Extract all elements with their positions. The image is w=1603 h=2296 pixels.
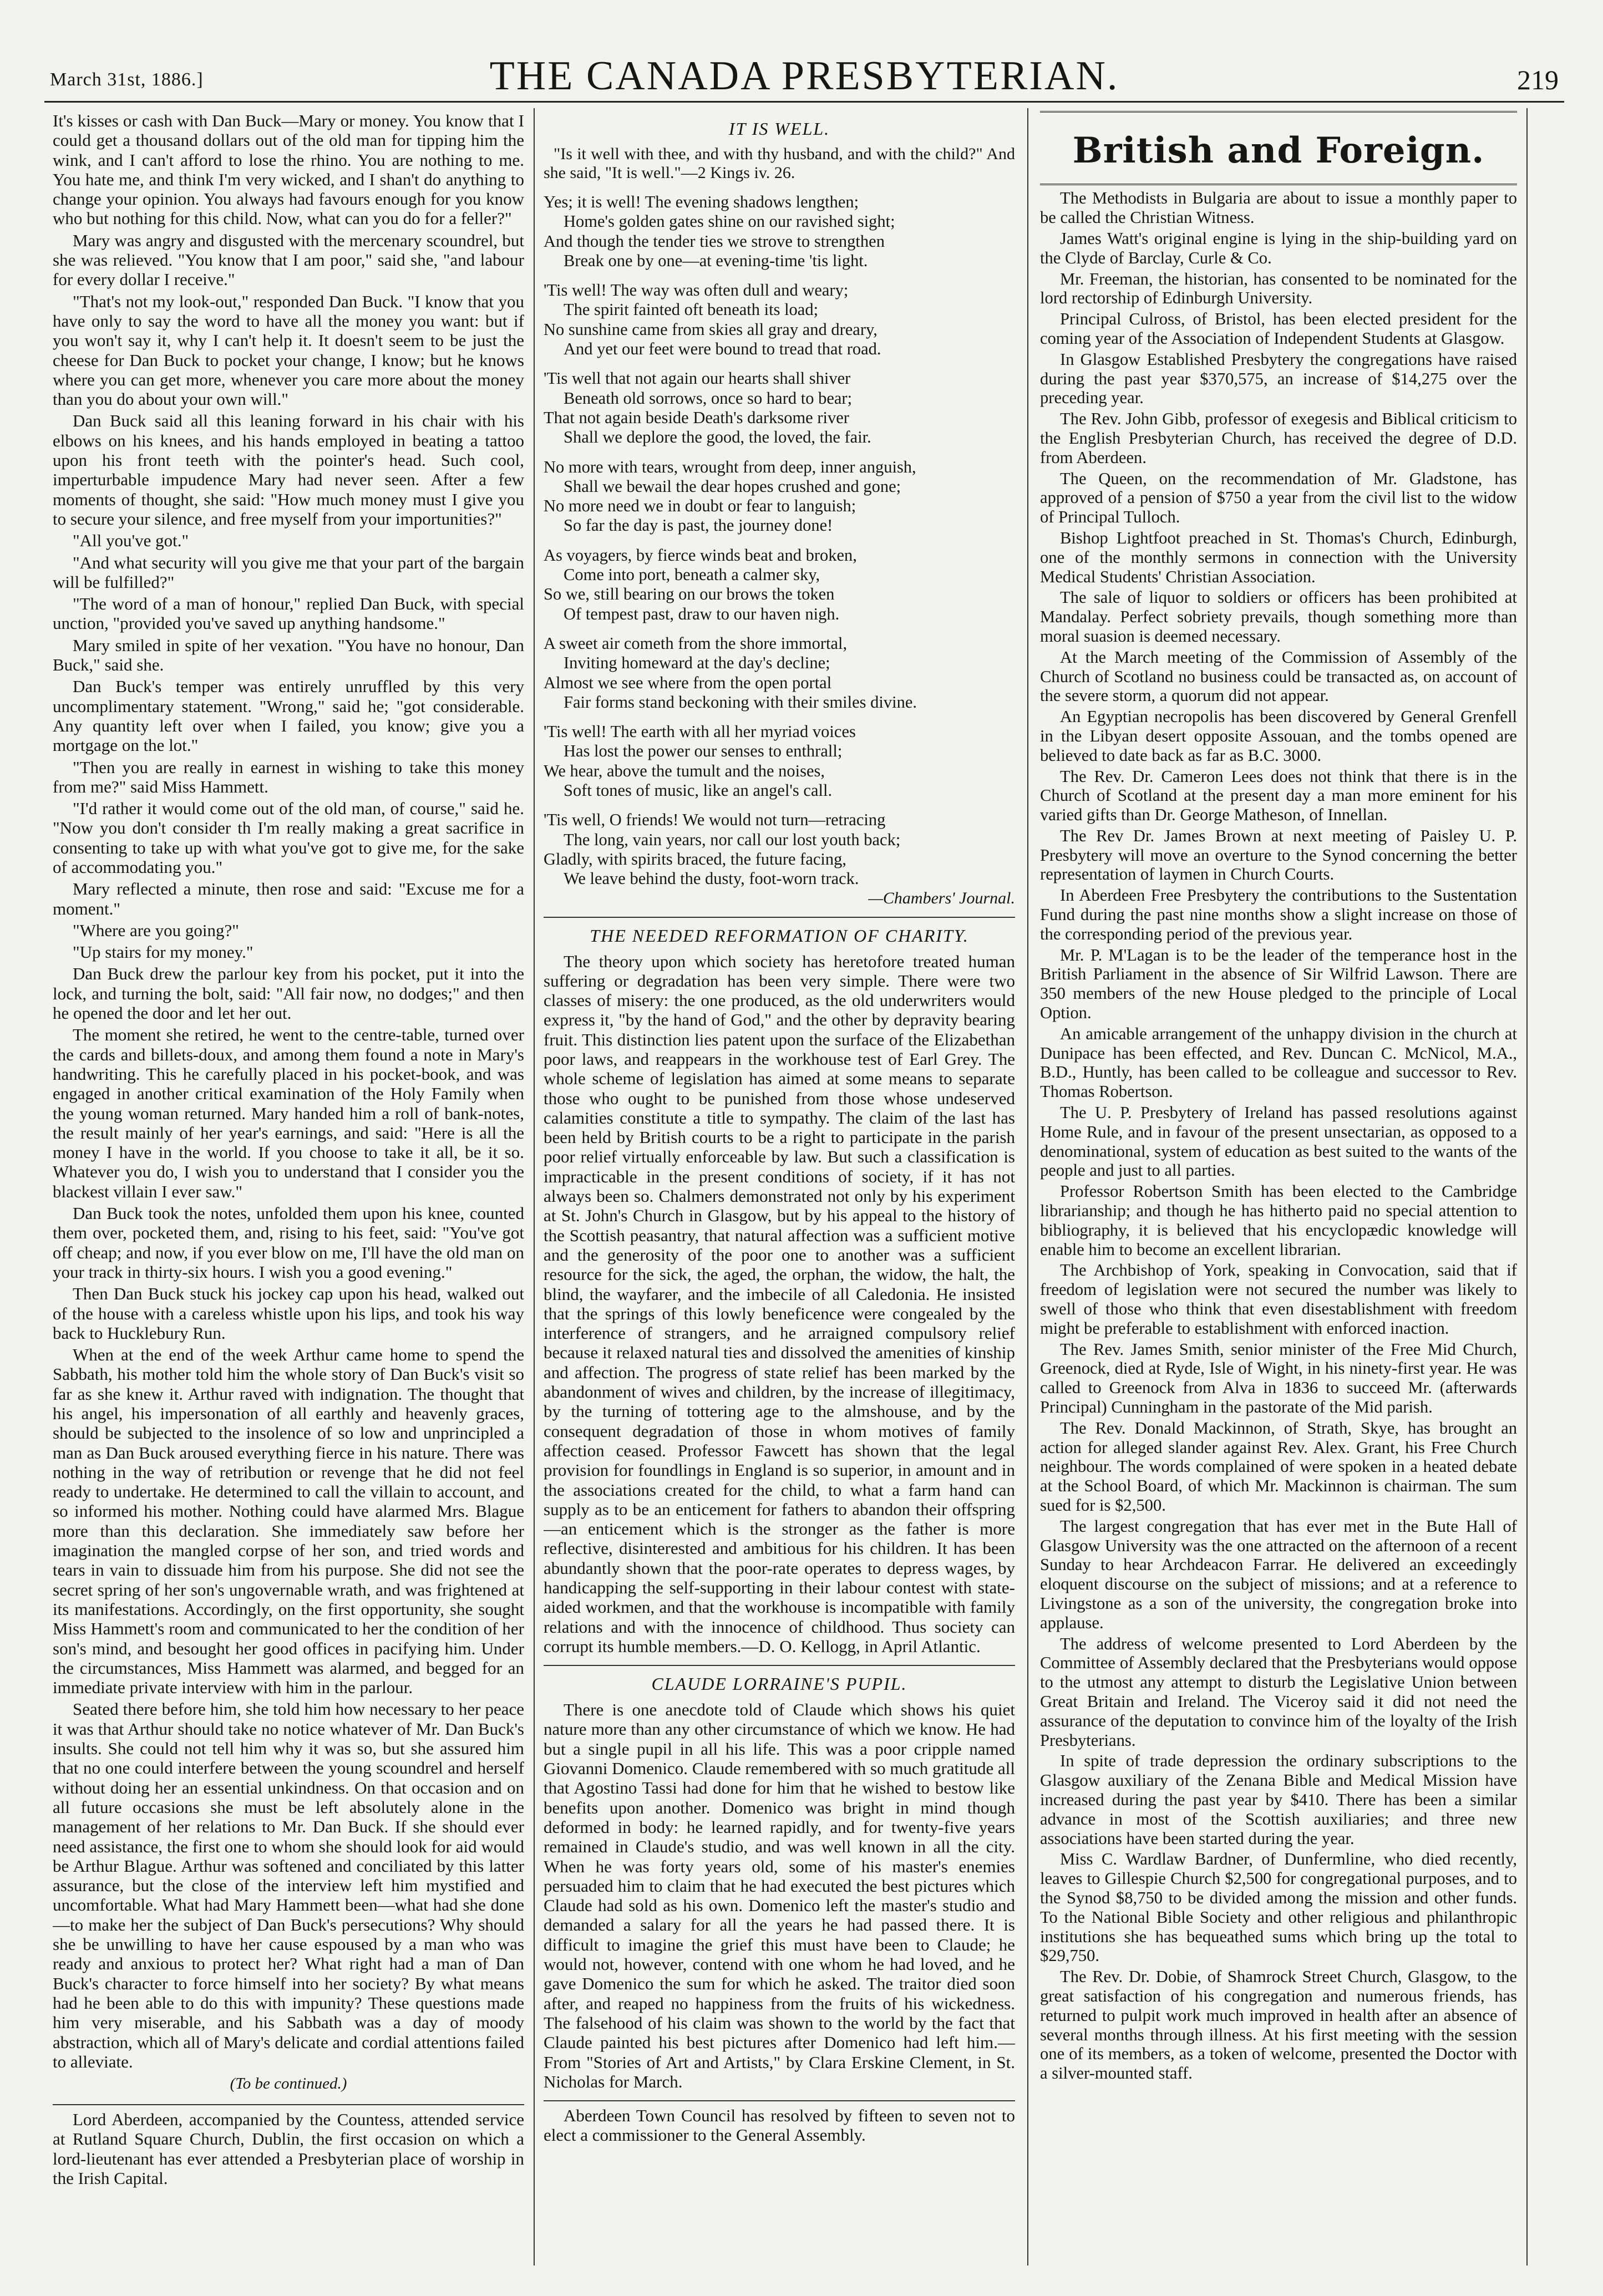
story-paragraph: "Up stairs for my money." bbox=[73, 942, 253, 962]
newspaper-title: THE CANADA PRESBYTERIAN. bbox=[489, 53, 1119, 99]
poem-stanza bbox=[544, 810, 1015, 888]
story-paragraph: Mary was angry and disgusted with the mercenary scoundrel, but she was relieved. "You know that I am poor," said she, "and labour for every dollar I receive." bbox=[53, 230, 524, 289]
poem-line: Of tempest past, draw to our haven nigh. bbox=[564, 604, 840, 623]
news-item: The U. P. Presbytery of Ireland has passed resolutions against Home Rule, and in favour of the present unsectarian, as opposed to a denominational, system of education as best suited to the wants of the people and just to all parties. bbox=[1040, 1103, 1517, 1180]
poem-stanza bbox=[544, 458, 1015, 536]
poem-line: The long, vain years, nor call our lost youth back; bbox=[564, 830, 901, 849]
news-item: The Rev. James Smith, senior minister of the Free Mid Church, Greenock, died at Ryde, Isle of Wight, in his ninety-first year. He was called to Greenock from Alva in 1836 to succeed Mr. (afterwards Principal) Cunningham in the pastorate of the Mid parish. bbox=[1040, 1339, 1517, 1416]
story-paragraph: "And what security will you give me that your part of the bargain will be fulfilled?" bbox=[53, 552, 524, 592]
poem-line: So far the day is past, the journey done! bbox=[564, 516, 833, 535]
claude-title: CLAUDE LORRAINE'S PUPIL. bbox=[651, 1674, 907, 1694]
poem-line: Fair forms stand beckoning with their smiles divine. bbox=[564, 692, 917, 712]
news-item: In Glasgow Established Presbytery the congregations have raised during the past year $370,575, an increase of $14,275 over the preceding year. bbox=[1040, 349, 1517, 408]
issue-date: March 31st, 1886.] bbox=[50, 69, 204, 90]
poem-title: IT IS WELL. bbox=[728, 119, 830, 139]
poem-line: That not again beside Death's darksome river bbox=[544, 408, 849, 427]
claude-paragraph: There is one anecdote told of Claude which shows his quiet nature more than any other circumstance of which we know. He had but a single pupil in all his life. This was a poor cripple named Giovanni Domenico. Claude remembered with so much gratitude all that Agostino Tassi had done for him that he wished to bestow like benefits upon another. Domenico was bright in mind though deformed in body: he learned rapidly, and for twenty-five years remained in Claude's studio, and was well known in all the city. When he was forty years old, some of his master's enemies persuaded him to claim that he had executed the best pictures which Claude had sold as his own. Domenico left the master's studio and demanded a salary for all the years he had passed there. It is difficult to imagine the grief this must have been to Claude; he would not, however, contend with one whom he had loved, and he gave Domenico the sum for which he asked. The traitor died soon after, and reaped no happiness from the fruits of his wickedness. The falsehood of his claim was shown to the world by the fact that Claude painted his best pictures after Domenico had left him.—From "Stories of Art and Artists," by Clara Erskine Clement, in St. Nicholas for March. bbox=[544, 1700, 1015, 2091]
poem-line: And yet our feet were bound to tread that road. bbox=[564, 339, 881, 359]
british-foreign-heading: British and Foreign. bbox=[1072, 130, 1485, 171]
story-paragraph: "Then you are really in earnest in wishing to take this money from me?" said Miss Hammett. bbox=[53, 757, 524, 796]
section-rule bbox=[53, 2104, 524, 2105]
poem-source: —Chambers' Journal. bbox=[868, 888, 1015, 907]
poem-line: Has lost the power our senses to enthrall; bbox=[564, 741, 843, 761]
story-paragraph: Mary reflected a minute, then rose and said: "Excuse me for a moment." bbox=[53, 879, 524, 918]
poem-line: 'Tis well! The way was often dull and weary; bbox=[544, 281, 849, 300]
poem-line: 'Tis well! The earth with all her myriad voices bbox=[544, 722, 856, 741]
charity-paragraph: The theory upon which society has heretofore treated human suffering or degradation has been very simple. There were two classes of misery: the one produced, as the old underwriters would express it, "by the hand of God," and the other by depravity bearing fruit. This distinction lies patent upon the surface of the Elizabethan poor laws, and reappears in the workhouse test of Earl Grey. The whole scheme of legislation has aimed at some means to separate those who ought to be punished from those whose undeserved calamities constitute a title to sympathy. The claim of the last has been held by British courts to be a right to participate in the parish poor relief virtually enforceable by law. But such a classification is impracticable in the present conditions of society, if it has not always been so. Chalmers demonstrated not only by his experiment at St. John's Church in Glasgow, but by his appeal to the history of the Scottish peasantry, that natural affection was a sufficient motive and the generosity of the poor one to another was a sufficient resource for the sick, the aged, the orphan, the widow, the halt, the blind, the wayfarer, and the imbecile of all Caledonia. He insisted that the springs of this lowly beneficence were congealed by the interference of strangers, and he arraigned compulsory relief because it relaxed natural ties and dissolved the amenities of kinship and affection. The progress of state relief has been marked by the abandonment of wives and children, by the increase of illegitimacy, by the turning of tottering age to the almshouse, and by the consequent degradation of those in whom motives of family affection ceased. Professor Fawcett has shown that the legal provision for foundlings in England is so superior, in amount and in the associations created for the child, to what a farm hand can supply as to be an enticement for fathers to abandon their offspring—an enticement which is the stronger as the father is more reflective, disinterested and ambitious for his children. It has been abundantly shown that the poor-rate operates to depress wages, by handicapping the self-supporting in their labour contest with state-aided workmen, and that the workhouse is incompatible with family relations and with the innocence of childhood. Thus society can corrupt its humble members.—D. O. Kellogg, in April Atlantic. bbox=[544, 951, 1015, 1656]
story-paragraph: Dan Buck's temper was entirely unruffled by this very uncomplimentary statement. "Wrong," said he; "got considerable. Any quantity left over when I failed, you know; give you a mortgage on the lot." bbox=[53, 677, 524, 755]
poem-line: The spirit fainted oft beneath its load; bbox=[564, 300, 819, 319]
poem-line: 'Tis well that not again our hearts shall shiver bbox=[544, 369, 851, 388]
news-item: The Rev. Dr. Cameron Lees does not think that there is in the Church of Scotland at the present day a man more eminent for his varied gifts than Dr. George Matheson, of Innellan. bbox=[1040, 766, 1517, 825]
poem-line: Home's golden gates shine on our ravished sight; bbox=[564, 212, 895, 231]
poem-stanza bbox=[544, 722, 1015, 800]
news-item: Principal Culross, of Bristol, has been elected president for the coming year of the Association of Independent Students at Glasgow. bbox=[1040, 309, 1517, 348]
news-item: At the March meeting of the Commission of Assembly of the Church of Scotland no business could be transacted as, on account of the severe storm, a quorum did not appear. bbox=[1040, 647, 1517, 705]
to-be-continued: (To be continued.) bbox=[230, 2075, 347, 2093]
charity-title: THE NEEDED REFORMATION OF CHARITY. bbox=[590, 925, 969, 946]
news-item: Mr. P. M'Lagan is to be the leader of the temperance host in the British Parliament in the absence of Sir Wilfrid Lawson. There are 350 members of the new House pledged to the principle of Local Option. bbox=[1040, 945, 1517, 1023]
story-paragraph: Then Dan Buck stuck his jockey cap upon his head, walked out of the house with a careless whistle upon his lips, and took his way back to Hucklebury Run. bbox=[53, 1284, 524, 1343]
page-number: 219 bbox=[1517, 64, 1559, 95]
poem-line: No sunshine came from skies all gray and dreary, bbox=[544, 319, 877, 339]
poem-line: A sweet air cometh from the shore immortal, bbox=[544, 633, 848, 653]
poem-line: Break one by one—at evening-time 'tis light. bbox=[564, 251, 868, 270]
story-paragraph: "I'd rather it would come out of the old man, of course," said he. "Now you don't consider th I'm really making a great sacrifice in consenting to take up with what you've got to give me, for the sake of accommodating you." bbox=[53, 799, 524, 877]
column-british-and-foreign bbox=[1040, 111, 1517, 2263]
poem-line: So we, still bearing on our brows the token bbox=[544, 585, 835, 604]
news-item: Miss C. Wardlaw Bardner, of Dunfermline, who died recently, leaves to Gillespie Church $2,500 for congregational purposes, and to the Synod $8,750 to be divided among the mission and other funds. To the National Bible Society and other religious and philanthropic institutions she has bequeathed sums which bring up the total to $29,750. bbox=[1040, 1850, 1517, 1965]
story-paragraph: Seated there before him, she told him how necessary to her peace it was that Arthur should take no notice whatever of Mr. Dan Buck's insults. She could not tell him why it was so, but she assured him that no one could interfere between the young scoundrel and herself without doing her an essential unkindness. On that occasion and on all future occasions she must be left absolutely alone in the management of her relations to Mr. Dan Buck. If she should ever need assistance, the first one to whom she should look for aid would be Arthur Blague. Arthur was softened and conciliated by this latter assurance, but the close of the interview left him mystified and uncomfortable. What had Mary Hammett been—what had she done—to make her the subject of Dan Buck's persecutions? Why should she be unwilling to have her cause espoused by a man who was ready and anxious to protect her? What right had a man of Dan Buck's character to force himself into her society? By what means had he been able to do this with impunity? These questions made him very miserable, and his Sabbath was a day of moody abstraction, which all of Mary's delicate and cordial attentions failed to alleviate. bbox=[53, 1699, 524, 2071]
aberdeen-note: Lord Aberdeen, accompanied by the Countess, attended service at Rutland Square Church, Dublin, the first occasion on which a lord-lieutenant has ever attended a Presbyterian place of worship in the Irish Capital. bbox=[53, 2110, 524, 2188]
news-item: The Rev. Dr. Dobie, of Shamrock Street Church, Glasgow, to the great satisfaction of his congregation and numerous friends, has returned to pulpit work much improved in health after an absence of several months through illness. At his first meeting with the session one of its members, as a token of welcome, presented the Doctor with a silver-mounted staff. bbox=[1040, 1967, 1517, 2083]
news-item: The address of welcome presented to Lord Aberdeen by the Committee of Assembly declared that the Presbyterians would oppose to the utmost any attempt to disturb the Legislative Union between Great Britain and Ireland. The Viceroy said it did not need the assurance of the deputation to convince him of the loyalty of the Irish Presbyterians. bbox=[1040, 1634, 1517, 1750]
poem-line: Shall we bewail the dear hopes crushed and gone; bbox=[564, 476, 901, 496]
poem-line: 'Tis well, O friends! We would not turn—retracing bbox=[544, 810, 886, 830]
news-item: The sale of liquor to soldiers or officers has been prohibited at Mandalay. Perfect sobriety prevails, though something more than moral suasion is deemed necessary. bbox=[1040, 588, 1517, 646]
news-item: An Egyptian necropolis has been discovered by General Grenfell in the Libyan desert opposite Assouan, and the tombs opened are believed to date back as far as B.C. 3000. bbox=[1040, 707, 1517, 765]
news-item: The Methodists in Bulgaria are about to issue a monthly paper to be called the Christian Witness. bbox=[1040, 189, 1517, 227]
news-item: An amicable arrangement of the unhappy division in the church at Dunipace has been effected, and Rev. Duncan C. McNicol, M.A., B.D., Huntly, has been called to be colleague and successor to Rev. Thomas Robertson. bbox=[1040, 1024, 1517, 1101]
masthead bbox=[44, 47, 1564, 103]
masthead-rule bbox=[44, 101, 1564, 103]
news-item: The Archbishop of York, speaking in Convocation, said that if freedom of legislation were not secured the number was likely to swell of those who think that even disestablishment with freedom might be preferable to establishment with enforced inaction. bbox=[1040, 1261, 1517, 1338]
story-paragraph: When at the end of the week Arthur came home to spend the Sabbath, his mother told him the whole story of Dan Buck's visit so far as she knew it. Arthur raved with indignation. The thought that his angel, his impersonation of all earthly and heavenly graces, should be subjected to the insolence of so low and unprincipled a man as Dan Buck aroused everything fierce in his nature. There was nothing in the way of retribution or revenge that he did not feel ready to undertake. He determined to call the villain to account, and so informed his mother. Nothing could have alarmed Mrs. Blague more than this declaration. She immediately saw before her imagination the mangled corpse of her son, and tried words and tears in vain to dissuade him from his purpose. She did not see the secret spring of her son's ungovernable wrath, and was frightened at its manifestations. Accordingly, on the first opportunity, she sought Miss Hammett's room and communicated to her the condition of her son's mind, and besought her good offices in pacifying him. Under the circumstances, Miss Hammett was alarmed, and begged for an immediate private interview with him in the parlour. bbox=[53, 1345, 524, 1698]
column-divider bbox=[534, 108, 535, 2265]
poem-line: Soft tones of music, like an angel's call. bbox=[564, 781, 833, 800]
story-paragraph: "That's not my look-out," responded Dan Buck. "I know that you have only to say the word to have all the money you want: but if you won't say it, why I can't help it. It doesn't seem to be just the cheese for Dan Buck to pocket your change, I know; but he knows where you can get more, whenever you care more about the money than you do about your own will." bbox=[53, 291, 524, 409]
news-item: The Rev. John Gibb, professor of exegesis and Biblical criticism to the English Presbyterian Church, has received the degree of D.D. from Aberdeen. bbox=[1040, 409, 1517, 467]
poem-stanza bbox=[544, 546, 1015, 624]
poem-line: Beneath old sorrows, once so hard to bear; bbox=[564, 388, 853, 408]
story-paragraph: Dan Buck said all this leaning forward in his chair with his elbows on his knees, and his hands employed in beating a tattoo upon his front teeth with the pointer's head. Such cool, imperturbable impudence Mary had never seen. After a few moments of thought, she said: "How much money must I give you to secure your silence, and free myself from your importunities?" bbox=[53, 411, 524, 529]
poem-line: We hear, above the tumult and the noises, bbox=[544, 761, 825, 780]
story-paragraph: Dan Buck took the notes, unfolded them upon his knee, counted them over, pocketed them, and, rising to his feet, said: "You've got off cheap; and now, if you ever blow on me, I'll have the old man on your track in thirty-six hours. I wish you a good evening." bbox=[53, 1203, 524, 1282]
column-serial-story bbox=[53, 111, 524, 2263]
heading-frame bbox=[1040, 184, 1517, 185]
news-item: Bishop Lightfoot preached in St. Thomas's Church, Edinburgh, one of the monthly sermons in connection with the University Medical Students' Christian Association. bbox=[1040, 528, 1517, 586]
poem-stanzas bbox=[544, 192, 1015, 889]
poem-stanza bbox=[544, 281, 1015, 359]
poem-line: Inviting homeward at the day's decline; bbox=[564, 653, 830, 673]
news-item: James Watt's original engine is lying in the ship-building yard on the Clyde of Barclay, Curle & Co. bbox=[1040, 228, 1517, 267]
poem-line: Yes; it is well! The evening shadows lengthen; bbox=[544, 192, 859, 211]
news-item: In spite of trade depression the ordinary subscriptions to the Glasgow auxiliary of the Zenana Bible and Medical Mission have increased during the past year by $410. There has been a similar advance in most of the Scottish auxiliaries; and three new associations have been started during the year. bbox=[1040, 1751, 1517, 1848]
poem-stanza bbox=[544, 369, 1015, 447]
poem-line: No more with tears, wrought from deep, inner anguish, bbox=[544, 457, 916, 476]
poem-line: And though the tender ties we strove to strengthen bbox=[544, 231, 885, 251]
news-items bbox=[1040, 189, 1517, 2083]
news-item: The Queen, on the recommendation of Mr. Gladstone, has approved of a pension of $750 a year from the civil list to the widow of Principal Tulloch. bbox=[1040, 469, 1517, 527]
poem-stanza bbox=[544, 634, 1015, 712]
poem-epigraph: "Is it well with thee, and with thy husband, and with the child?" And she said, "It is well."—2 Kings iv. 26. bbox=[544, 145, 1015, 182]
poem-line: No more need we in doubt or fear to languish; bbox=[544, 496, 856, 516]
poem-line: Gladly, with spirits braced, the future facing, bbox=[544, 849, 847, 868]
story-paragraph: "All you've got." bbox=[73, 531, 189, 551]
column-divider bbox=[1526, 108, 1528, 2265]
story-paragraph: Dan Buck drew the parlour key from his pocket, put it into the lock, and turning the bolt, said: "All fair now, no dodges;" and then he opened the door and let her out. bbox=[53, 964, 524, 1023]
news-item: Professor Robertson Smith has been elected to the Cambridge librarianship; and though he has hitherto paid no special attention to bibliography, it is believed that his encyclopædic knowledge will enable him to become an excellent librarian. bbox=[1040, 1182, 1517, 1259]
story-paragraph: "Where are you going?" bbox=[73, 920, 239, 940]
poem-stanza bbox=[544, 192, 1015, 271]
news-item: In Aberdeen Free Presbytery the contributions to the Sustentation Fund during the past nine months show a slight increase on those of the corresponding period of the previous year. bbox=[1040, 886, 1517, 943]
story-paragraph: Mary smiled in spite of her vexation. "You have no honour, Dan Buck," said she. bbox=[53, 635, 524, 675]
poem-line: Shall we deplore the good, the loved, the fair. bbox=[564, 428, 871, 447]
story-paragraph: "The word of a man of honour," replied Dan Buck, with special unction, "provided you've saved up anything handsome." bbox=[53, 594, 524, 633]
news-item: The largest congregation that has ever met in the Bute Hall of Glasgow University was the one attracted on the afternoon of a recent Sunday to hear Archdeacon Farrar. He delivered an exceedingly eloquent discourse on the subject of missions; and at a reference to Livingstone as a son of the university, the congregation broke into applause. bbox=[1040, 1516, 1517, 1632]
section-rule bbox=[544, 917, 1015, 918]
section-rule bbox=[544, 2100, 1015, 2101]
story-paragraph: The moment she retired, he went to the centre-table, turned over the cards and billets-doux, and among them found a note in Mary's handwriting. This he carefully placed in his pocket-book, and was engaged in another critical examination of the Holy Family when the young woman returned. Mary handed him a roll of bank-notes, the result mainly of her year's earnings, and said: "Here is all the money I have in the world. If you choose to take it all, be it so. Whatever you do, I wish you to understand that I consider you the blackest villain I ever saw." bbox=[53, 1025, 524, 1201]
poem-line: Come into port, beneath a calmer sky, bbox=[564, 565, 820, 585]
column-poem-and-essays bbox=[544, 111, 1015, 2263]
news-item: The Rev. Donald Mackinnon, of Strath, Skye, has brought an action for alleged slander against Rev. Alex. Grant, his Free Church neighbour. The words complained of were spoken in a heated debate at the School Board, of which Mr. Mackinnon is chairman. The sum sued for is $2,500. bbox=[1040, 1418, 1517, 1515]
poem-line: We leave behind the dusty, foot-worn track. bbox=[564, 869, 859, 888]
column-divider bbox=[1027, 108, 1028, 2265]
poem-line: As voyagers, by fierce winds beat and broken, bbox=[544, 545, 857, 565]
section-rule bbox=[544, 1665, 1015, 1666]
poem-line: Almost we see where from the open portal bbox=[544, 673, 832, 692]
heading-frame bbox=[1040, 111, 1517, 113]
council-note: Aberdeen Town Council has resolved by fifteen to seven not to elect a commissioner to the General Assembly. bbox=[544, 2106, 1015, 2145]
news-item: Mr. Freeman, the historian, has consented to be nominated for the lord rectorship of Edinburgh University. bbox=[1040, 269, 1517, 308]
story-paragraph: It's kisses or cash with Dan Buck—Mary or money. You know that I could get a thousand dollars out of the old man for tipping him the wink, and I can't afford to lose the rhino. You are nothing to me. You hate me, and think I'm very wicked, and I shan't do anything to change your opinion. You always had favours enough for you know who but nothing for this child. Now, what can you do for a feller?" bbox=[53, 111, 524, 228]
news-item: The Rev Dr. James Brown at next meeting of Paisley U. P. Presbytery will move an overture to the Synod concerning the better representation of laymen in Church Courts. bbox=[1040, 826, 1517, 884]
